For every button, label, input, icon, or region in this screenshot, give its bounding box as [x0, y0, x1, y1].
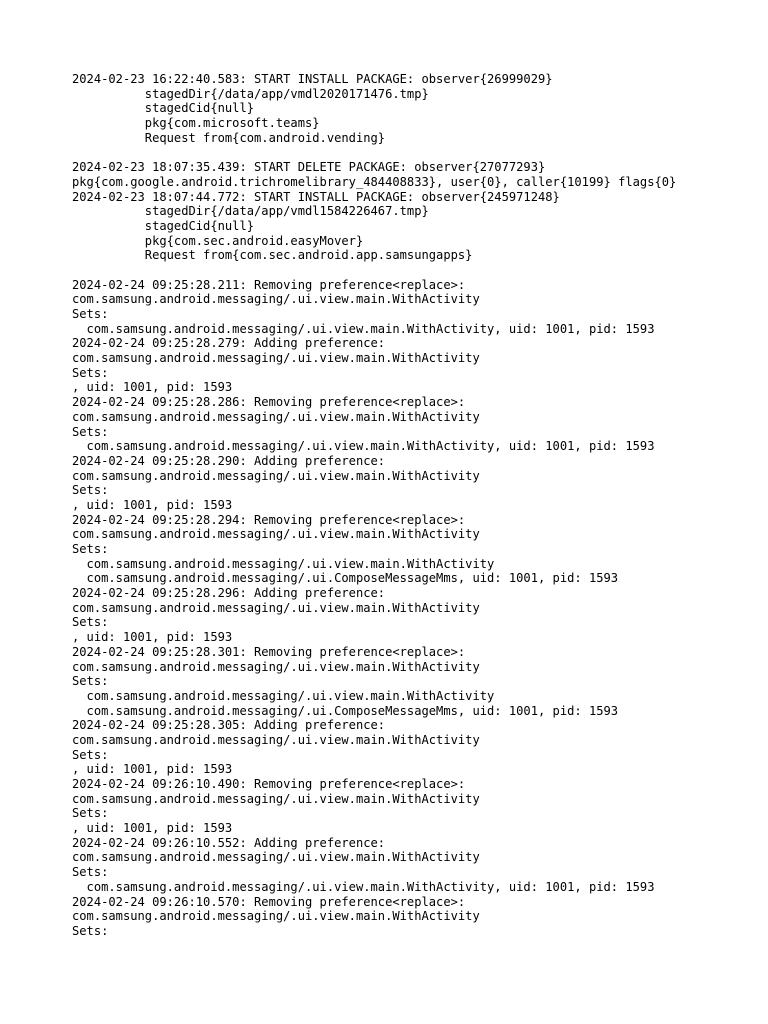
- log-line: stagedDir{/data/app/vmdl1584226467.tmp}: [72, 204, 429, 219]
- log-line: com.samsung.android.messaging/.ui.view.main.WithActivity: [72, 351, 480, 366]
- log-line: com.samsung.android.messaging/.ui.view.main.WithActivity, uid: 1001, pid: 1593: [72, 321, 655, 336]
- log-line: Sets:: [72, 424, 109, 439]
- log-line: Sets:: [72, 365, 109, 380]
- log-line: 2024-02-24 09:25:28.279: Adding preference:: [72, 336, 386, 351]
- log-line: com.samsung.android.messaging/.ui.view.main.WithActivity: [72, 292, 480, 307]
- log-line: Sets:: [72, 542, 109, 556]
- log-line: Sets:: [72, 483, 109, 498]
- log-line: Sets:: [72, 307, 109, 321]
- log-line: com.samsung.android.messaging/.ui.view.main.WithActivity: [72, 732, 480, 747]
- log-line: pkg{com.sec.android.easyMover}: [72, 233, 364, 248]
- log-line: Sets:: [72, 615, 109, 630]
- log-line: Sets:: [72, 747, 109, 762]
- log-line: 2024-02-24 09:25:28.286: Removing preference<replace>:: [72, 395, 466, 410]
- log-line: pkg{com.microsoft.teams}: [72, 116, 320, 131]
- log-line: , uid: 1001, pid: 1593: [72, 762, 233, 777]
- log-line: , uid: 1001, pid: 1593: [72, 497, 233, 512]
- log-line: com.samsung.android.messaging/.ui.view.main.WithActivity: [72, 688, 495, 703]
- blank-line: [72, 145, 752, 160]
- log-line: 2024-02-24 09:25:28.211: Removing preference<replace>:: [72, 277, 466, 292]
- log-line: com.samsung.android.messaging/.ui.view.main.WithActivity: [72, 527, 480, 542]
- log-line: 2024-02-24 09:25:28.294: Removing preference<replace>:: [72, 512, 466, 527]
- log-line: Sets:: [72, 865, 109, 880]
- log-line: 2024-02-24 09:25:28.305: Adding preference:: [72, 718, 386, 733]
- log-line: com.samsung.android.messaging/.ui.view.main.WithActivity, uid: 1001, pid: 1593: [72, 879, 655, 894]
- log-line: 2024-02-24 09:25:28.296: Adding preference:: [72, 586, 386, 601]
- log-line: Request from{com.android.vending}: [72, 130, 386, 145]
- log-line: pkg{com.google.android.trichromelibrary_484408833}, user{0}, caller{10199} flags{0}: [72, 174, 677, 189]
- log-line: stagedCid{null}: [72, 218, 255, 233]
- log-line: com.samsung.android.messaging/.ui.view.main.WithActivity: [72, 791, 480, 806]
- log-line: 2024-02-24 09:25:28.301: Removing preference<replace>:: [72, 644, 466, 659]
- log-line: stagedDir{/data/app/vmdl2020171476.tmp}: [72, 86, 429, 101]
- log-line: com.samsung.android.messaging/.ui.view.main.WithActivity: [72, 468, 480, 483]
- log-line: com.samsung.android.messaging/.ui.view.main.WithActivity: [72, 659, 480, 674]
- log-line: com.samsung.android.messaging/.ui.view.main.WithActivity: [72, 909, 480, 924]
- log-text-block: [72, 72, 752, 939]
- log-line: com.samsung.android.messaging/.ui.view.main.WithActivity: [72, 556, 495, 571]
- log-line: com.samsung.android.messaging/.ui.ComposeMessageMms, uid: 1001, pid: 1593: [72, 703, 619, 718]
- log-line: com.samsung.android.messaging/.ui.view.main.WithActivity: [72, 850, 480, 865]
- log-line: 2024-02-24 09:25:28.290: Adding preference:: [72, 453, 386, 468]
- log-line: com.samsung.android.messaging/.ui.view.main.WithActivity, uid: 1001, pid: 1593: [72, 439, 655, 454]
- log-line: Sets:: [72, 806, 109, 821]
- log-line: Request from{com.sec.android.app.samsungapps}: [72, 248, 473, 263]
- log-line: 2024-02-24 09:26:10.552: Adding preference:: [72, 835, 386, 850]
- log-line: , uid: 1001, pid: 1593: [72, 630, 233, 645]
- log-line: Sets:: [72, 923, 109, 938]
- log-line: com.samsung.android.messaging/.ui.ComposeMessageMms, uid: 1001, pid: 1593: [72, 571, 619, 586]
- log-line: 2024-02-23 18:07:44.772: START INSTALL PACKAGE: observer{245971248}: [72, 189, 560, 204]
- log-line: 2024-02-24 09:26:10.570: Removing preference<replace>:: [72, 894, 466, 909]
- log-line: , uid: 1001, pid: 1593: [72, 380, 233, 395]
- log-line: 2024-02-23 18:07:35.439: START DELETE PACKAGE: observer{27077293}: [72, 160, 546, 175]
- log-line: , uid: 1001, pid: 1593: [72, 821, 233, 836]
- log-line: com.samsung.android.messaging/.ui.view.main.WithActivity: [72, 600, 480, 615]
- log-line: Sets:: [72, 674, 109, 689]
- log-line: 2024-02-23 16:22:40.583: START INSTALL PACKAGE: observer{26999029}: [72, 72, 553, 86]
- log-line: com.samsung.android.messaging/.ui.view.main.WithActivity: [72, 409, 480, 424]
- blank-line: [72, 263, 752, 278]
- log-line: stagedCid{null}: [72, 101, 255, 116]
- log-line: 2024-02-24 09:26:10.490: Removing preference<replace>:: [72, 777, 466, 791]
